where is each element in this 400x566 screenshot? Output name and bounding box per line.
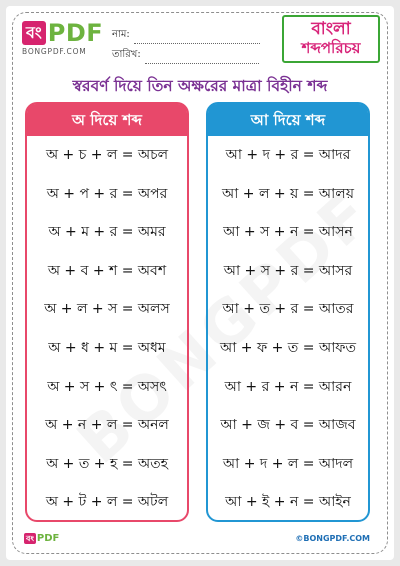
bongpdf-logo: [22, 20, 107, 56]
right-column-title: আ দিয়ে শব্দ: [208, 104, 368, 136]
list-item: আ + দ + র = আদর: [225, 147, 351, 163]
left-word-column: [25, 102, 189, 522]
name-label: নাম:: [112, 29, 130, 40]
list-item: অ + ব + শ = অবশ: [47, 262, 167, 279]
title-line-2: শব্দপরিচয়: [301, 39, 361, 57]
list-item: অ + ট + ল = অটল: [45, 494, 169, 511]
list-item: অ + ত + হ = অতহ: [46, 455, 168, 472]
logo-bong-text: বং: [22, 21, 46, 45]
list-item: আ + ত + র = আতর: [222, 301, 354, 318]
list-item: আ + র + ন = আরন: [224, 378, 352, 395]
footer-logo-pdf: PDF: [36, 533, 60, 544]
list-item: আ + স + ন = আসন: [223, 224, 353, 241]
logo-pdf-text: PDF: [47, 19, 104, 47]
list-item: অ + স + ৎ = অসৎ: [47, 378, 167, 395]
footer-logo-bong: বং: [26, 534, 34, 543]
date-line: [145, 53, 259, 64]
page-heading: স্বরবর্ণ দিয়ে তিন অক্ষরের মাত্রা বিহীন শব্দ: [72, 77, 328, 95]
right-word-column: [206, 102, 370, 522]
list-item: অ + ধ + ম = অধম: [48, 339, 166, 356]
list-item: আ + স + র = আসর: [223, 262, 353, 279]
title-box: [282, 15, 380, 63]
list-item: আ + দ + ল = আদল: [222, 455, 354, 472]
list-item: আ + ফ + ত = আফত: [219, 339, 357, 356]
list-item: আ + ল + য় = আলয়: [222, 185, 354, 202]
footer-url: ©BONGPDF.COM: [295, 534, 370, 543]
name-line: [134, 33, 260, 44]
logo-subtitle: BONGPDF.COM: [22, 47, 87, 56]
list-item: অ + ন + ল = অনল: [45, 417, 169, 434]
title-line-1: বাংলা: [311, 19, 351, 39]
name-field: [112, 27, 260, 44]
date-field: [112, 47, 259, 64]
left-column-title: অ দিয়ে শব্দ: [27, 104, 187, 136]
footer-logo: [24, 533, 59, 544]
list-item: অ + ল + স = অলস: [44, 301, 170, 318]
list-item: আ + জ + ব = আজব: [220, 417, 356, 434]
list-item: আ + ই + ন = আইন: [225, 494, 351, 511]
list-item: অ + চ + ল = অচল: [45, 147, 169, 163]
date-label: তারিখ:: [112, 49, 141, 60]
list-item: অ + ম + র = অমর: [48, 224, 166, 241]
list-item: অ + প + র = অপর: [46, 185, 168, 202]
